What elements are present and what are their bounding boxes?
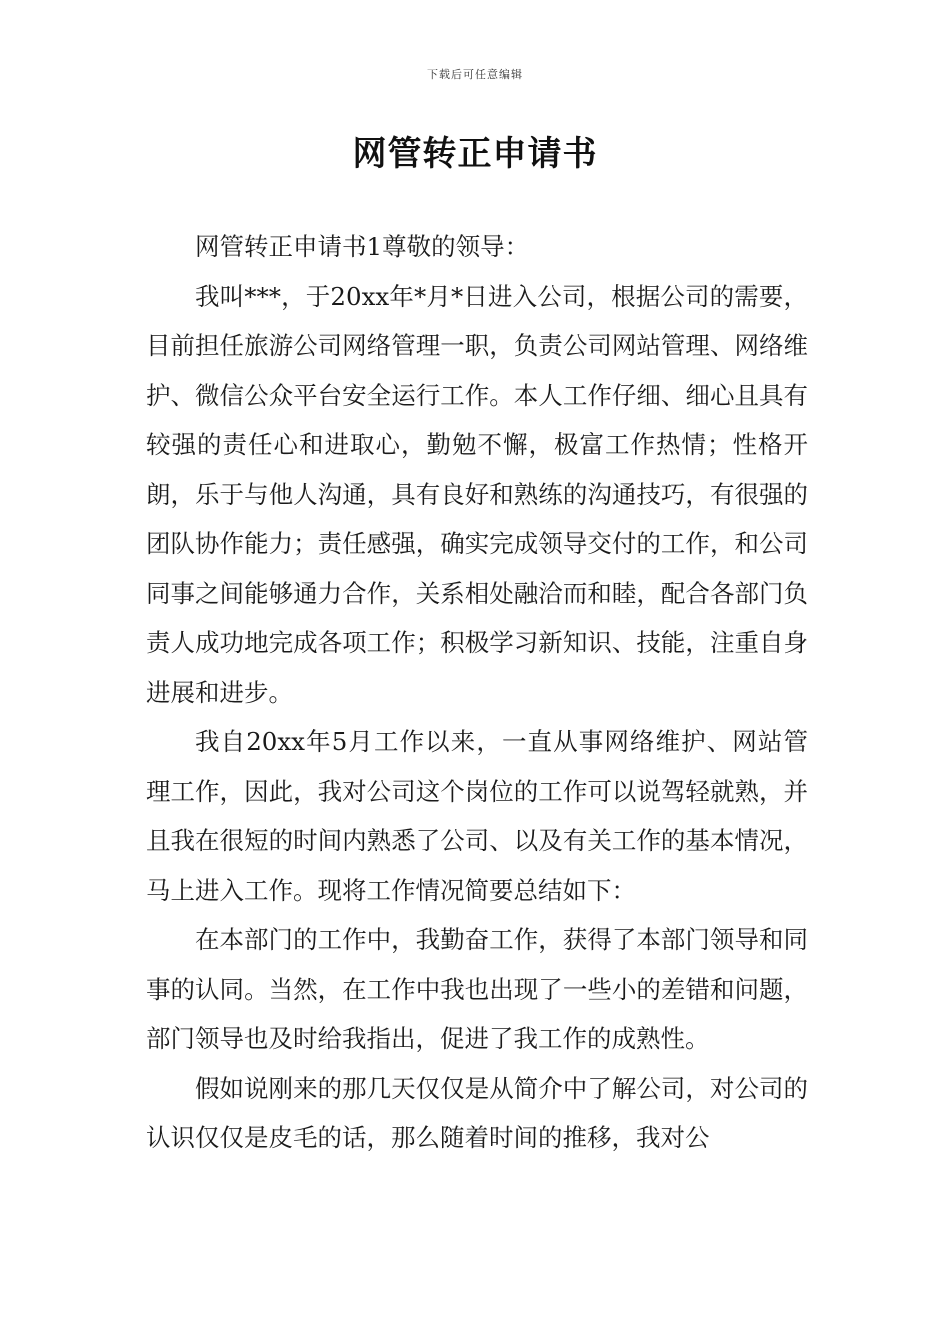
paragraph-salutation: 网管转正申请书1尊敬的领导： bbox=[195, 232, 530, 261]
document-body bbox=[146, 222, 808, 1163]
paragraph-work-history: 我自20xx年5月工作以来，一直从事网络维护、网站管理工作，因此，我对公司这个岗位的工作可以说驾轻就熟，并且我在很短的时间内熟悉了公司、以及有关工作的基本情况，马上进入工作。现将工作情况简要总结如下： bbox=[146, 727, 808, 905]
paragraph-company-understanding: 假如说刚来的那几天仅仅是从简介中了解公司，对公司的认识仅仅是皮毛的话，那么随着时间的推移，我对公 bbox=[146, 1073, 808, 1152]
paragraph-introduction: 我叫***，于20xx年*月*日进入公司，根据公司的需要，目前担任旅游公司网络管理一职，负责公司网站管理、网络维护、微信公众平台安全运行工作。本人工作仔细、细心且具有较强的责任心和进取心，勤勉不懈，极富工作热情；性格开朗，乐于与他人沟通，具有良好和熟练的沟通技巧，有很强的团队协作能力；责任感强，确实完成领导交付的工作，和公司同事之间能够通力合作，关系相处融洽而和睦，配合各部门负责人成功地完成各项工作；积极学习新知识、技能，注重自身进展和进步。 bbox=[146, 281, 808, 707]
page-header-note: 下载后可任意编辑 bbox=[427, 68, 523, 81]
paragraph-department-work: 在本部门的工作中，我勤奋工作，获得了本部门领导和同事的认同。当然，在工作中我也出现了一些小的差错和问题，部门领导也及时给我指出，促进了我工作的成熟性。 bbox=[146, 925, 808, 1053]
document-title: 网管转正申请书 bbox=[352, 134, 598, 174]
